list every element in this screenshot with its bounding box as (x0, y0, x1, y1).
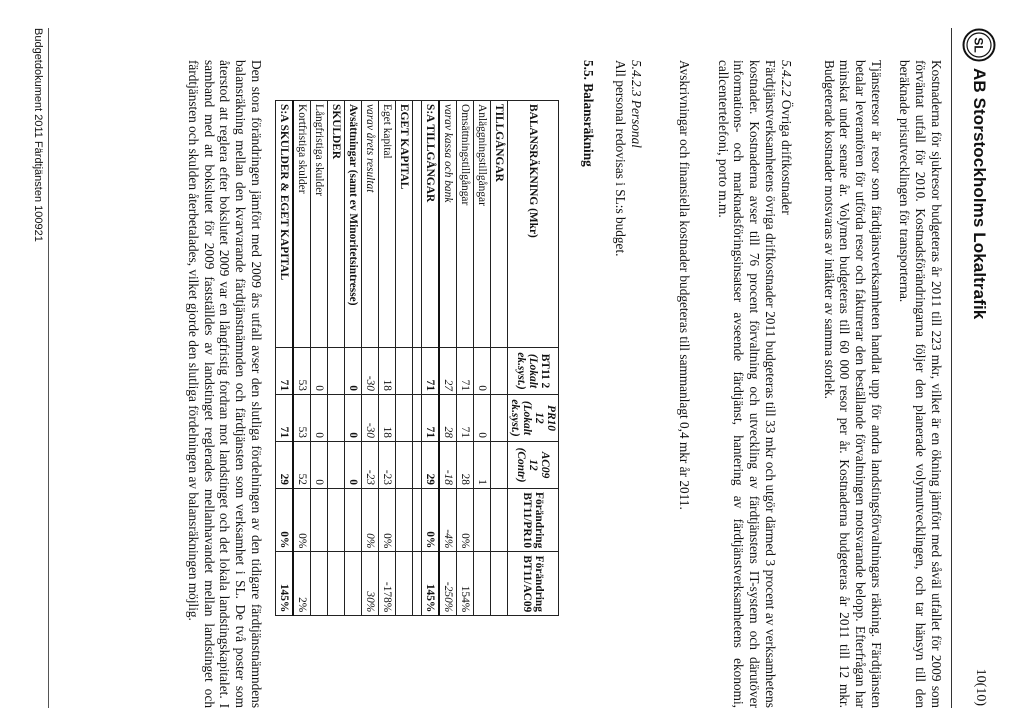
cell-value (413, 489, 422, 552)
cell-value: 71 (276, 348, 294, 395)
heading-number: 5.4.2.3 (629, 60, 644, 97)
row-label: SKULDER (328, 101, 345, 348)
cell-value: 0 (345, 395, 362, 442)
row-label: EGET KAPITAL (396, 101, 413, 348)
cell-value (396, 442, 413, 489)
table-row (413, 101, 422, 616)
cell-value: 29 (276, 442, 294, 489)
cell-value: 30% (362, 552, 379, 616)
cell-value: 0 (345, 442, 362, 489)
column-header-change-pr10: Förändring BT11/PR10 (508, 489, 559, 552)
cell-value (413, 395, 422, 442)
paragraph-final: Den stora förändringen jämfört med 2009 års utfall avser den slutliga fördelningen av den tidigare färdtjänstnämndens balansräkning mellan den kvarvarande färdtjänstnämnden och färdtjänsten som verksamhet i SL. De två poster som återstod att reglera efter bokslutet 2009 var en långfristig fordran mot landstinget och det lokala landstingskapitalet. I samband med att bokslutet för 2009 fastställdes av landstinget reglerades mellanhavandet mellan landstinget och färdtjänsten och skulden återbetalades, vilket gjorde den slutliga fördelningen av balansräkningen möjlig. (185, 60, 264, 708)
heading-title: Övriga driftkostnader (779, 99, 794, 215)
cell-value: 71 (422, 395, 440, 442)
column-header-change-ac09: Förändring BT11/AC09 (508, 552, 559, 616)
cell-value: 0% (362, 489, 379, 552)
cell-value: 71 (457, 348, 474, 395)
column-header-label: BALANSRÄKNING (Mkr) (508, 101, 559, 348)
cell-value: 0% (276, 489, 294, 552)
table-row (362, 101, 379, 616)
cell-value: 53 (293, 395, 311, 442)
cell-value (491, 552, 508, 616)
page-header (951, 28, 996, 708)
heading-balansrakning (580, 60, 596, 167)
table-row (422, 101, 440, 616)
cell-value (328, 348, 345, 395)
heading-title: Personal (629, 99, 644, 148)
cell-value (491, 489, 508, 552)
row-label: Avsättningar (samt ev Minoritetsintresse) (345, 101, 362, 348)
table-row (439, 101, 457, 616)
cell-value (328, 395, 345, 442)
cell-value: 0 (474, 395, 491, 442)
cell-value: -23 (379, 442, 396, 489)
cell-value: -30 (362, 348, 379, 395)
cell-value: 154% (457, 552, 474, 616)
cell-value: -178% (379, 552, 396, 616)
row-label: TILLGÅNGAR (491, 101, 508, 348)
table-row (396, 101, 413, 616)
heading-title: Balansräkning (581, 83, 596, 167)
heading-personal (628, 60, 644, 148)
cell-value: 0% (422, 489, 440, 552)
cell-value (345, 552, 362, 616)
sl-logo-icon (962, 28, 996, 62)
cell-value (396, 552, 413, 616)
cell-value: 0 (474, 348, 491, 395)
table-row (474, 101, 491, 616)
paragraph-personal: All personal redovisas i SL:s budget. (613, 60, 628, 257)
table-row (293, 101, 311, 616)
heading-number: 5.4.2.2 (779, 60, 794, 97)
cell-value: 0 (311, 395, 328, 442)
cell-value (491, 395, 508, 442)
table-row (276, 101, 294, 616)
cell-value (474, 552, 491, 616)
row-label (413, 101, 422, 348)
cell-value (328, 489, 345, 552)
cell-value: -250% (439, 552, 457, 616)
cell-value: 52 (293, 442, 311, 489)
cell-value: 28 (439, 395, 457, 442)
cell-value (396, 489, 413, 552)
column-header-bt11: BT11 2 (Lokalt ek.syst.) (508, 348, 559, 395)
cell-value (328, 552, 345, 616)
cell-value: 28 (457, 442, 474, 489)
cell-value: 71 (276, 395, 294, 442)
cell-value (413, 442, 422, 489)
cell-value: 145% (422, 552, 440, 616)
cell-value (491, 348, 508, 395)
heading-ovriga-driftkostnader (778, 60, 794, 215)
cell-value: -30 (362, 395, 379, 442)
cell-value (328, 442, 345, 489)
cell-value: 0% (293, 489, 311, 552)
cell-value: -18 (439, 442, 457, 489)
row-label: Eget kapital (379, 101, 396, 348)
organization-name: AB Storstockholms Lokaltrafik (970, 68, 989, 320)
row-label: Långfristiga skulder (311, 101, 328, 348)
paragraph-tjansteresor: Tjänsteresor är resor som färdtjänstverksamheten handlat upp för andra landstingsförvaltningars räkning. Färdtjänsten betalar leverantören för utförda resor och fakturerar den beställande förvaltningen motsvarande belopp. Efterfrågan har minskat under senare år. Volymen budgeteras till 60 000 resor per år. Kostnaderna budgeteras år 2011 till 12 mkr. Budgeterade kostnader motsvaras av intäkter av samma storlek. (821, 60, 884, 708)
row-label: S:A SKULDER & EGET KAPITAL (276, 101, 294, 348)
column-header-ac09: AC09 12 (Contr) (508, 442, 559, 489)
cell-value (474, 489, 491, 552)
cell-value: 29 (422, 442, 440, 489)
table-row (328, 101, 345, 616)
heading-number: 5.5. (581, 60, 596, 80)
paragraph-sjukresor: Kostnaderna för sjukresor budgeteras år 2011 till 223 mkr, vilket är en ökning jämfört med såväl utfallet för 2009 som förväntat utfall för 2010. Kostnadsförändringarna följer den planerade volymutvecklingen, och tar hänsyn till den beräknade prisutvecklingen för transporterna. (897, 60, 944, 708)
cell-value: -23 (362, 442, 379, 489)
balance-sheet-table (275, 100, 559, 616)
cell-value: 71 (457, 395, 474, 442)
cell-value: 0 (311, 442, 328, 489)
cell-value: 18 (379, 348, 396, 395)
cell-value: 0% (379, 489, 396, 552)
cell-value: 27 (439, 348, 457, 395)
cell-value (396, 395, 413, 442)
cell-value: 18 (379, 395, 396, 442)
cell-value: 145% (276, 552, 294, 616)
table-row (311, 101, 328, 616)
table-header-row (508, 101, 559, 616)
page-number: 10(10) (973, 668, 988, 706)
cell-value: 0 (311, 348, 328, 395)
svg-text:SL: SL (971, 37, 986, 53)
cell-value (396, 348, 413, 395)
table-row (457, 101, 474, 616)
cell-value: -4% (439, 489, 457, 552)
cell-value: 53 (293, 348, 311, 395)
column-header-pr10: PR10 12 (Lokalt ek.syst.) (508, 395, 559, 442)
row-label: Omsättningstillgångar (457, 101, 474, 348)
row-label: S:A TILLGÅNGAR (422, 101, 440, 348)
cell-value: 0 (345, 348, 362, 395)
row-label: Kortfristiga skulder (293, 101, 311, 348)
cell-value: 71 (422, 348, 440, 395)
page-footer: Budgetdokument 2011 Färdtjänsten 100921 (32, 28, 49, 708)
cell-value: 1 (474, 442, 491, 489)
row-label: varav årets resultat (362, 101, 379, 348)
row-label: Anläggningstillgångar (474, 101, 491, 348)
cell-value: 0% (457, 489, 474, 552)
cell-value: 2% (293, 552, 311, 616)
cell-value (345, 489, 362, 552)
cell-value (311, 489, 328, 552)
table-row (345, 101, 362, 616)
paragraph-ovriga: Färdtjänstverksamhetens övriga driftkostnader 2011 budgeteras till 33 mkr och utgör därmed 3 procent av verksamhetens kostnader. Kostnaderna avser till 76 procent förvaltning och utveckling av färdtjänstens IT-system och därutöver informations- och marknadsföringsinsatser avseende färdtjänst, hantering av färdtjänstverksamhetens ekonomi, callcentertelefoni, porto m.m. (715, 60, 778, 708)
cell-value (311, 552, 328, 616)
table-row (491, 101, 508, 616)
row-label: varav kassa och bank (439, 101, 457, 348)
cell-value (491, 442, 508, 489)
table-row (379, 101, 396, 616)
cell-value (413, 552, 422, 616)
paragraph-avskrivningar: Avskrivningar och finansiella kostnader budgeteras till sammanlagt 0,4 mkr år 2011. (677, 60, 692, 510)
cell-value (413, 348, 422, 395)
